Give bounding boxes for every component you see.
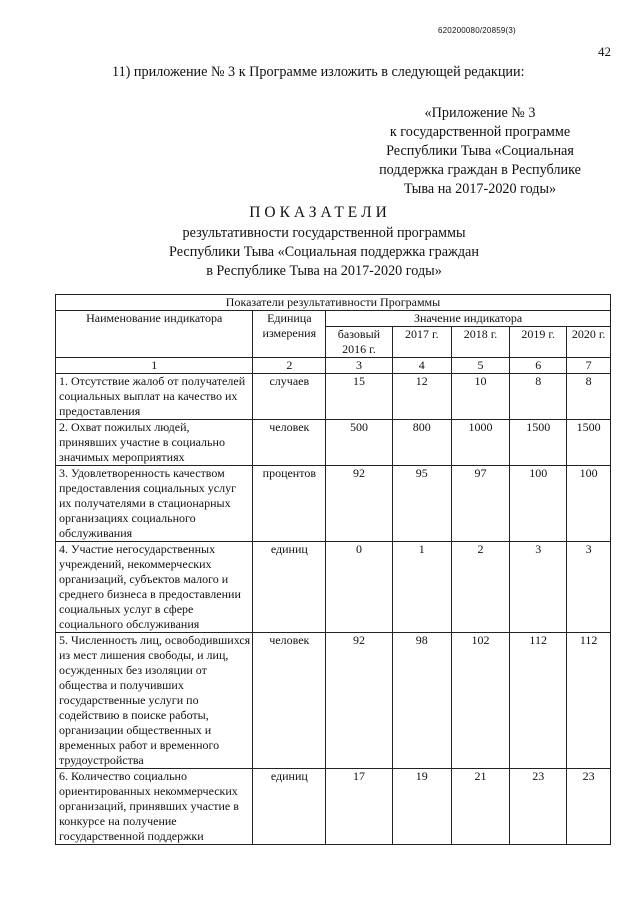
indicator-value: 92 [326,466,393,542]
indicator-value: 21 [451,769,509,845]
table-row [56,466,611,542]
indicator-value: 10 [451,374,509,420]
header-year: 2018 г. [451,327,509,358]
indicator-value: 23 [567,769,611,845]
appendix-line: «Приложение № 3 [424,105,536,121]
indicator-unit: человек [253,420,326,466]
header-indicator-value: Значение индикатора [326,311,611,327]
document-code: 620200080/20859(3) [438,26,516,35]
indicator-value: 102 [451,633,509,769]
indicator-value: 95 [392,466,451,542]
table-header-row [56,311,611,327]
indicator-name: 3. Удовлетворенность качеством предоставления социальных услуг их получателями в стационарных организациях социального обслуживания [56,466,253,542]
column-number: 7 [567,358,611,374]
appendix-line: Республики Тыва «Социальная [386,143,574,159]
column-number: 6 [510,358,567,374]
indicator-unit: случаев [253,374,326,420]
indicator-value: 2 [451,542,509,633]
appendix-heading [348,104,612,199]
indicator-value: 3 [567,542,611,633]
indicator-unit: единиц [253,542,326,633]
indicator-value: 100 [567,466,611,542]
table-row [56,769,611,845]
indicator-value: 500 [326,420,393,466]
table-caption-row [56,295,611,311]
indicator-name: 1. Отсутствие жалоб от получателей социальных выплат на качество их предоставления [56,374,253,420]
indicator-name: 6. Количество социально ориентированных некоммерческих организаций, принявших участие в конкурсе на получение государственной поддержки [56,769,253,845]
table-row [56,420,611,466]
indicator-value: 1 [392,542,451,633]
indicator-value: 112 [510,633,567,769]
header-indicator-name: Наименование индикатора [56,311,253,358]
indicator-unit: процентов [253,466,326,542]
indicator-value: 97 [451,466,509,542]
header-year: 2020 г. [567,327,611,358]
indicator-value: 112 [567,633,611,769]
subtitle-line: Республики Тыва «Социальная поддержка граждан [169,244,479,260]
appendix-line: Тыва на 2017-2020 годы» [403,181,557,197]
indicator-name: 2. Охват пожилых людей, принявших участие в социально значимых мероприятиях [56,420,253,466]
appendix-line: к государственной программе [389,124,571,140]
subtitle-line: результативности государственной программы [182,225,466,241]
indicator-value: 1000 [451,420,509,466]
indicator-value: 3 [510,542,567,633]
header-year-base: базовый 2016 г. [326,327,393,358]
header-year: 2019 г. [510,327,567,358]
column-number: 3 [326,358,393,374]
indicator-value: 17 [326,769,393,845]
column-number-row [56,358,611,374]
indicator-value: 98 [392,633,451,769]
column-number: 4 [392,358,451,374]
indicator-value: 12 [392,374,451,420]
column-number: 2 [253,358,326,374]
indicator-value: 8 [510,374,567,420]
indicator-value: 23 [510,769,567,845]
column-number: 5 [451,358,509,374]
indicator-value: 8 [567,374,611,420]
table-row [56,633,611,769]
indicator-value: 1500 [567,420,611,466]
indicator-value: 1500 [510,420,567,466]
indicator-value: 92 [326,633,393,769]
indicator-value: 100 [510,466,567,542]
indicator-name: 4. Участие негосударственных учреждений, некоммерческих организаций, субъектов малого и среднего бизнеса в предоставлении социальных услуг в сфере социального обслуживания [56,542,253,633]
table-row [56,374,611,420]
document-title: ПОКАЗАТЕЛИ [249,204,391,221]
amendment-instruction: 11) приложение № 3 к Программе изложить в следующей редакции: [112,64,525,80]
appendix-line: поддержка граждан в Республике [379,162,581,178]
header-unit: Единица измерения [253,311,326,358]
page-number: 42 [598,44,611,59]
indicator-name: 5. Численность лиц, освободившихся из мест лишения свободы, и лиц, осужденных без изоляции от общества и получивших государственные услуги по содействию в поиске работы, организации общественных и временных работ и временного трудоустройства [56,633,253,769]
indicator-value: 800 [392,420,451,466]
indicator-unit: человек [253,633,326,769]
column-number: 1 [56,358,253,374]
table-caption: Показатели результативности Программы [56,295,611,311]
indicators-table [55,294,611,845]
header-year: 2017 г. [392,327,451,358]
table-row [56,542,611,633]
indicator-unit: единиц [253,769,326,845]
indicator-value: 0 [326,542,393,633]
indicator-value: 19 [392,769,451,845]
subtitle-line: в Республике Тыва на 2017-2020 годы» [206,263,442,279]
document-subtitle [130,224,518,281]
indicator-value: 15 [326,374,393,420]
